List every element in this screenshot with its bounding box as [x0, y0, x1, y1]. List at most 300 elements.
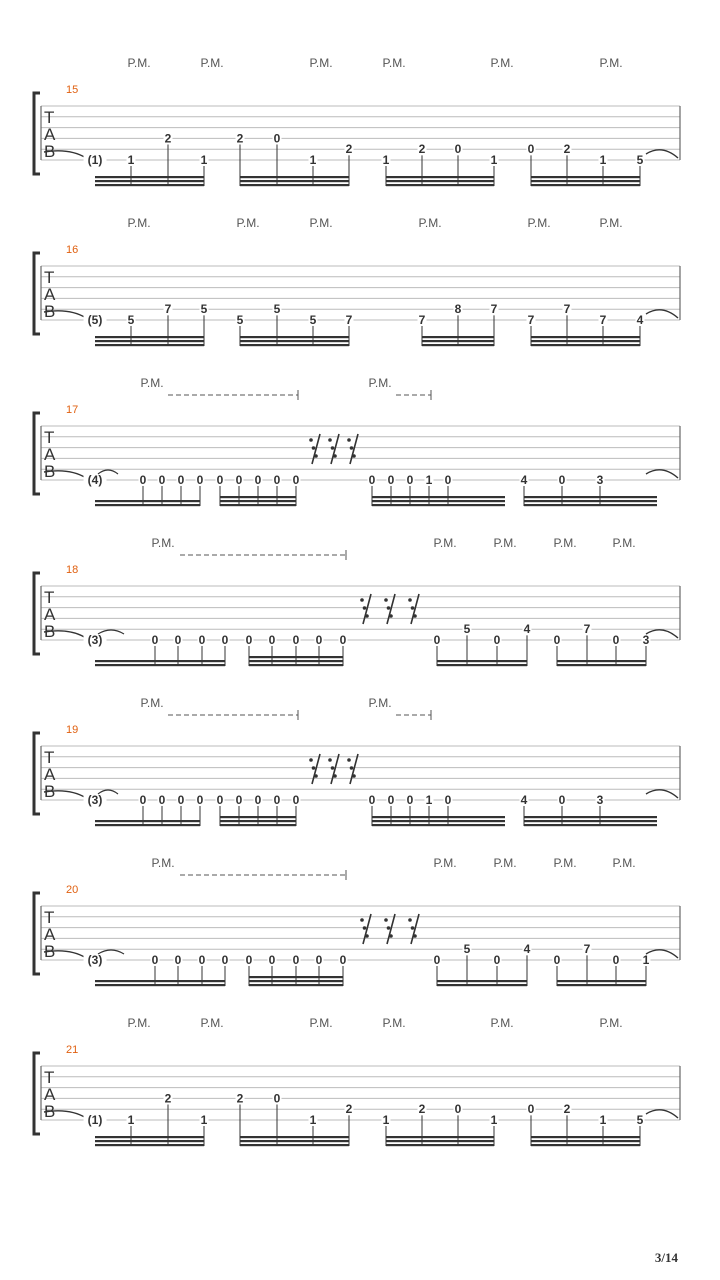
fret-number: 0 [221, 633, 229, 647]
measure-number: 21 [66, 1044, 79, 1056]
fret-number: 0 [315, 953, 323, 967]
beam [249, 976, 343, 978]
fret-number: 8 [454, 302, 462, 317]
fret-number: 0 [387, 793, 395, 807]
tab-clef-letter: B [44, 1102, 56, 1121]
palm-mute-label: P.M. [127, 56, 151, 70]
beam [422, 344, 494, 346]
fret-number: 0 [158, 793, 166, 807]
fret-number: 4 [520, 793, 528, 807]
beam [249, 980, 343, 982]
rest-dot [309, 438, 313, 442]
tab-system-18 [34, 536, 680, 666]
fret-number: 0 [368, 473, 376, 487]
outgoing-tie [646, 150, 678, 158]
fret-number: (1) [87, 153, 103, 167]
beam [524, 500, 657, 502]
system-bracket [34, 1053, 40, 1134]
beam [240, 340, 349, 342]
fret-number: 0 [527, 1102, 535, 1117]
beam [240, 336, 349, 338]
beam [531, 184, 640, 186]
beam [557, 660, 646, 662]
fret-number: 0 [268, 633, 276, 647]
fret-number: 7 [490, 302, 498, 317]
fret-number: 0 [151, 633, 159, 647]
fret-number: 5 [636, 153, 644, 167]
beam [372, 816, 505, 818]
beam [372, 496, 505, 498]
outgoing-tie [646, 630, 678, 638]
fret-number: 1 [490, 1113, 498, 1127]
fret-number: 0 [254, 793, 262, 807]
system-bracket [34, 253, 40, 334]
beam [531, 1144, 640, 1146]
palm-mute-label: P.M. [309, 216, 333, 230]
system-bracket [34, 573, 40, 654]
beam [95, 340, 204, 342]
tab-clef-letter: A [44, 285, 56, 304]
slash-rest-mark [408, 594, 419, 624]
beam [95, 980, 225, 982]
fret-number: 0 [177, 473, 185, 487]
fret-number: 0 [139, 473, 147, 487]
beam [531, 340, 640, 342]
beam [372, 824, 505, 826]
beam [557, 984, 646, 986]
palm-mute-label: P.M. [309, 1016, 333, 1030]
beam [531, 1136, 640, 1138]
beam [372, 820, 505, 822]
palm-mute-label: P.M. [490, 1016, 514, 1030]
fret-number: 0 [273, 1091, 281, 1106]
fret-number: 0 [454, 142, 462, 157]
tab-clef-letter: B [44, 462, 56, 481]
fret-number: 0 [268, 953, 276, 967]
fret-number: (4) [87, 473, 103, 487]
system-bracket [34, 413, 40, 494]
rest-dot [350, 446, 354, 450]
fret-number: 0 [196, 793, 204, 807]
beam [220, 500, 296, 502]
measure-number: 19 [66, 724, 79, 736]
beam [249, 656, 343, 658]
tab-clef-letter: B [44, 142, 56, 161]
beam [437, 664, 527, 666]
palm-mute-label: P.M. [418, 216, 442, 230]
tab-system-20 [34, 856, 680, 986]
fret-number: 2 [418, 142, 426, 157]
fret-number: 4 [523, 622, 531, 637]
fret-number: 4 [523, 942, 531, 957]
fret-number: 2 [418, 1102, 426, 1117]
beam [95, 500, 200, 502]
fret-number: 0 [553, 953, 561, 967]
fret-number: 1 [425, 793, 433, 807]
fret-number: 0 [216, 793, 224, 807]
beam [240, 180, 349, 182]
slash-rest-mark [360, 594, 371, 624]
rest-dot [328, 758, 332, 762]
tab-system-16 [34, 216, 680, 346]
palm-mute-label: P.M. [309, 56, 333, 70]
fret-number: 7 [164, 302, 172, 317]
fret-number: 0 [315, 633, 323, 647]
beam [240, 1140, 349, 1142]
palm-mute-label: P.M. [151, 856, 175, 870]
fret-number: 0 [174, 953, 182, 967]
palm-mute-label: P.M. [599, 1016, 623, 1030]
palm-mute-label: P.M. [433, 536, 457, 550]
beam [531, 1140, 640, 1142]
rest-dot [389, 934, 393, 938]
outgoing-tie [646, 790, 678, 798]
fret-number: (1) [87, 1113, 103, 1127]
rest-dot [360, 598, 364, 602]
fret-number: 1 [490, 153, 498, 167]
beam [531, 180, 640, 182]
beam [95, 1136, 204, 1138]
fret-number: 0 [254, 473, 262, 487]
tab-clef-letter: A [44, 1085, 56, 1104]
fret-number: (3) [87, 633, 103, 647]
fret-number: 0 [245, 953, 253, 967]
beam [95, 664, 225, 666]
rest-dot [365, 934, 369, 938]
rest-dot [365, 614, 369, 618]
rest-dot [333, 774, 337, 778]
fret-number: 1 [127, 153, 135, 167]
fret-number: 0 [235, 473, 243, 487]
fret-number: 7 [599, 313, 607, 327]
beam [372, 500, 505, 502]
palm-mute-label: P.M. [382, 1016, 406, 1030]
rest-dot [314, 454, 318, 458]
fret-number: 3 [642, 633, 650, 647]
tab-system-21 [34, 1016, 680, 1146]
system-bracket [34, 93, 40, 174]
rest-dot [352, 774, 356, 778]
beam [95, 184, 204, 186]
slash-rest-mark [328, 434, 339, 464]
measure-number: 15 [66, 84, 79, 96]
beam [95, 984, 225, 986]
outgoing-tie [646, 470, 678, 478]
rest-dot [389, 614, 393, 618]
palm-mute-label: P.M. [382, 56, 406, 70]
palm-mute-label: P.M. [612, 536, 636, 550]
fret-number: 7 [583, 942, 591, 957]
slash-rest-mark [347, 434, 358, 464]
beam [95, 180, 204, 182]
rest-dot [408, 598, 412, 602]
beam [95, 820, 200, 822]
fret-number: 4 [636, 313, 644, 327]
rest-dot [309, 758, 313, 762]
rest-dot [347, 438, 351, 442]
beam [437, 660, 527, 662]
palm-mute-label: P.M. [599, 216, 623, 230]
fret-number: 0 [216, 473, 224, 487]
fret-number: 0 [558, 793, 566, 807]
fret-number: 1 [309, 1113, 317, 1127]
fret-number: 0 [139, 793, 147, 807]
palm-mute-label: P.M. [368, 696, 392, 710]
palm-mute-label: P.M. [493, 536, 517, 550]
system-bracket [34, 893, 40, 974]
fret-number: 2 [164, 1091, 172, 1106]
palm-mute-label: P.M. [599, 56, 623, 70]
measure-number: 17 [66, 404, 79, 416]
fret-number: 7 [345, 313, 353, 327]
beam [524, 824, 657, 826]
fret-number: 0 [174, 633, 182, 647]
tab-system-19 [34, 696, 680, 826]
rest-dot [352, 454, 356, 458]
rest-dot [331, 766, 335, 770]
tab-clef-letter: B [44, 782, 56, 801]
fret-number: 0 [177, 793, 185, 807]
fret-number: 2 [563, 142, 571, 157]
fret-number: 0 [527, 142, 535, 157]
rest-dot [411, 926, 415, 930]
beam [372, 504, 505, 506]
slash-rest-mark [328, 754, 339, 784]
tab-system-15 [34, 56, 680, 186]
beam [386, 184, 494, 186]
rest-dot [408, 918, 412, 922]
fret-number: 0 [433, 633, 441, 647]
palm-mute-label: P.M. [553, 536, 577, 550]
rest-dot [347, 758, 351, 762]
beam [437, 984, 527, 986]
beam [220, 820, 296, 822]
slash-rest-mark [360, 914, 371, 944]
fret-number: 5 [236, 313, 244, 327]
rest-dot [411, 606, 415, 610]
palm-mute-label: P.M. [368, 376, 392, 390]
fret-number: 0 [292, 633, 300, 647]
measure-number: 16 [66, 244, 79, 256]
fret-number: 0 [553, 633, 561, 647]
beam [220, 824, 296, 826]
fret-number: 5 [463, 942, 471, 957]
fret-number: 2 [236, 131, 244, 146]
beam [249, 660, 343, 662]
tab-clef-letter: A [44, 605, 56, 624]
palm-mute-label: P.M. [236, 216, 260, 230]
page-number-text: 3/14 [654, 1250, 678, 1265]
fret-number: 0 [273, 131, 281, 146]
fret-number: 1 [425, 473, 433, 487]
fret-number: 1 [382, 1113, 390, 1127]
beam [524, 496, 657, 498]
fret-number: 3 [596, 473, 604, 487]
fret-number: 0 [198, 953, 206, 967]
palm-mute-label: P.M. [490, 56, 514, 70]
rest-dot [312, 766, 316, 770]
beam [95, 344, 204, 346]
fret-number: 1 [127, 1113, 135, 1127]
fret-number: 2 [563, 1102, 571, 1117]
beam [437, 980, 527, 982]
fret-number: 2 [236, 1091, 244, 1106]
beam [220, 504, 296, 506]
fret-number: 7 [527, 313, 535, 327]
tab-clef-letter: T [44, 268, 55, 287]
fret-number: 5 [200, 302, 208, 317]
beam [386, 180, 494, 182]
beam [220, 496, 296, 498]
fret-number: 5 [463, 622, 471, 637]
slash-rest-mark [347, 754, 358, 784]
tab-clef-letter: T [44, 108, 55, 127]
beam [249, 664, 343, 666]
rest-dot [312, 446, 316, 450]
beam [240, 1144, 349, 1146]
fret-number: 0 [612, 633, 620, 647]
fret-number: 2 [345, 142, 353, 157]
palm-mute-label: P.M. [200, 1016, 224, 1030]
fret-number: 4 [520, 473, 528, 487]
beam [557, 664, 646, 666]
fret-number: (5) [87, 313, 103, 327]
fret-number: 0 [454, 1102, 462, 1117]
slash-rest-mark [384, 914, 395, 944]
palm-mute-label: P.M. [553, 856, 577, 870]
rest-dot [314, 774, 318, 778]
fret-number: 1 [309, 153, 317, 167]
fret-number: 0 [387, 473, 395, 487]
rest-dot [350, 766, 354, 770]
fret-number: (3) [87, 793, 103, 807]
beam [95, 1140, 204, 1142]
beam [240, 1136, 349, 1138]
fret-number: 0 [339, 953, 347, 967]
beam [557, 980, 646, 982]
fret-number: 0 [406, 793, 414, 807]
tab-clef-letter: B [44, 302, 56, 321]
beam [95, 660, 225, 662]
beam [524, 816, 657, 818]
beam [95, 504, 200, 506]
outgoing-tie [646, 310, 678, 318]
beam [524, 504, 657, 506]
beam [422, 336, 494, 338]
fret-number: 0 [151, 953, 159, 967]
fret-number: 0 [368, 793, 376, 807]
fret-number: 0 [273, 793, 281, 807]
fret-number: 0 [444, 793, 452, 807]
fret-number: 7 [418, 313, 426, 327]
rest-dot [387, 926, 391, 930]
fret-number: 5 [127, 313, 135, 327]
beam [95, 336, 204, 338]
tab-clef-letter: B [44, 622, 56, 641]
palm-mute-label: P.M. [612, 856, 636, 870]
fret-number: 0 [158, 473, 166, 487]
palm-mute-label: P.M. [493, 856, 517, 870]
beam [422, 340, 494, 342]
fret-number: 1 [599, 1113, 607, 1127]
fret-number: 0 [245, 633, 253, 647]
beam [95, 176, 204, 178]
outgoing-tie [646, 1110, 678, 1118]
beam [386, 1136, 494, 1138]
fret-number: 7 [563, 302, 571, 317]
tab-clef-letter: T [44, 428, 55, 447]
beam [386, 1144, 494, 1146]
fret-number: (3) [87, 953, 103, 967]
palm-mute-label: P.M. [151, 536, 175, 550]
fret-number: 2 [345, 1102, 353, 1117]
fret-number: 0 [406, 473, 414, 487]
tab-clef-letter: B [44, 942, 56, 961]
palm-mute-label: P.M. [140, 376, 164, 390]
fret-number: 1 [382, 153, 390, 167]
measure-number: 20 [66, 884, 79, 896]
beam [531, 344, 640, 346]
beam [249, 984, 343, 986]
tab-clef-letter: T [44, 588, 55, 607]
rest-dot [328, 438, 332, 442]
rest-dot [384, 918, 388, 922]
beam [220, 816, 296, 818]
beam [240, 176, 349, 178]
fret-number: 3 [596, 793, 604, 807]
rest-dot [413, 614, 417, 618]
beam [524, 820, 657, 822]
fret-number: 7 [583, 622, 591, 637]
rest-dot [384, 598, 388, 602]
fret-number: 5 [636, 1113, 644, 1127]
fret-number: 0 [273, 473, 281, 487]
palm-mute-label: P.M. [140, 696, 164, 710]
fret-number: 0 [433, 953, 441, 967]
tab-clef-letter: T [44, 908, 55, 927]
fret-number: 0 [493, 633, 501, 647]
fret-number: 0 [558, 473, 566, 487]
fret-number: 5 [273, 302, 281, 317]
tab-clef-letter: T [44, 1068, 55, 1087]
beam [386, 176, 494, 178]
fret-number: 2 [164, 131, 172, 146]
fret-number: 0 [339, 633, 347, 647]
rest-dot [387, 606, 391, 610]
slash-rest-mark [408, 914, 419, 944]
fret-number: 0 [292, 953, 300, 967]
fret-number: 0 [493, 953, 501, 967]
fret-number: 0 [235, 793, 243, 807]
fret-number: 0 [292, 473, 300, 487]
fret-number: 0 [198, 633, 206, 647]
beam [95, 824, 200, 826]
rest-dot [413, 934, 417, 938]
beam [240, 184, 349, 186]
fret-number: 0 [612, 953, 620, 967]
tab-clef-letter: A [44, 445, 56, 464]
beam [531, 176, 640, 178]
fret-number: 0 [196, 473, 204, 487]
tab-clef-letter: A [44, 125, 56, 144]
palm-mute-label: P.M. [127, 1016, 151, 1030]
tab-clef-letter: T [44, 748, 55, 767]
rest-dot [363, 926, 367, 930]
palm-mute-label: P.M. [200, 56, 224, 70]
fret-number: 1 [599, 153, 607, 167]
fret-number: 1 [642, 953, 650, 967]
rest-dot [331, 446, 335, 450]
